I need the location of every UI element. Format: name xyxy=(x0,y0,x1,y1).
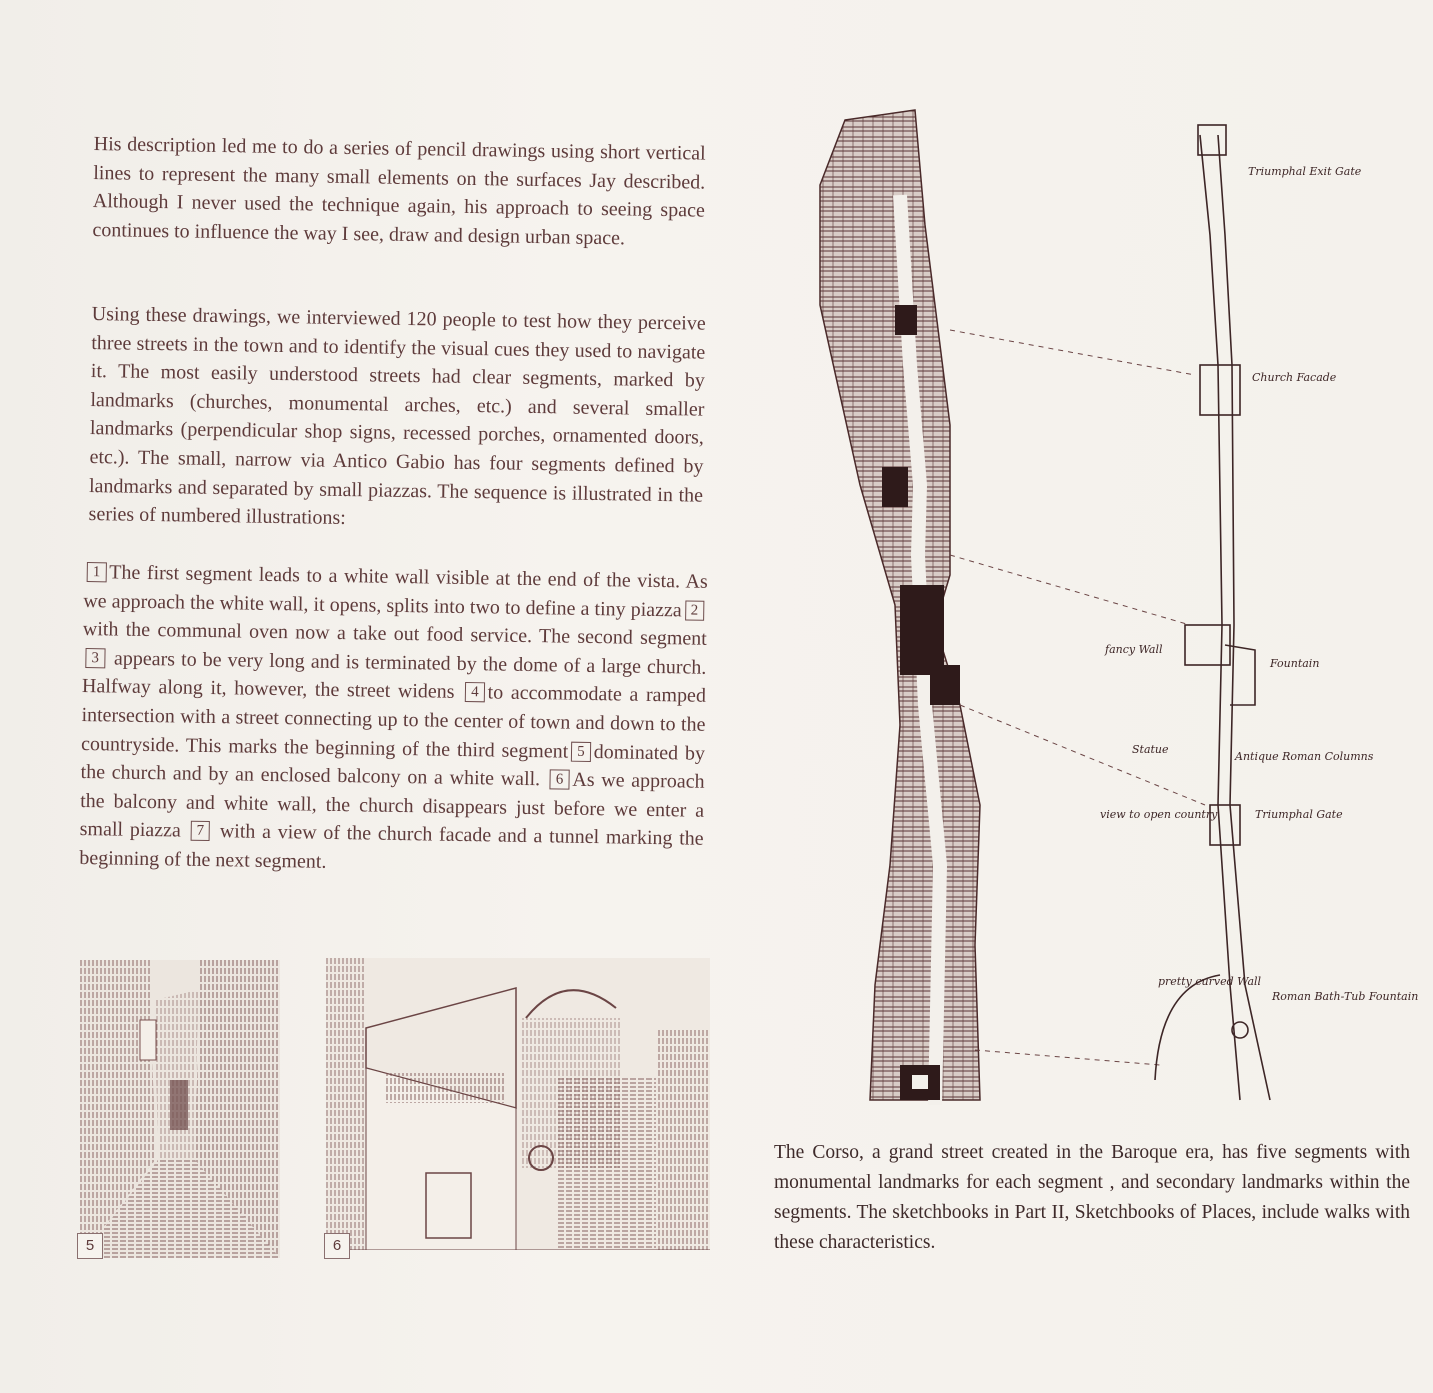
figure-caption: The Corso, a grand street created in the Baroque era, has five segments with monumental landmarks for each segment , and secondary landmarks within the segments. The sketchbooks in Part II, Sketchbooks of Places, include walks with these characteristics. xyxy=(774,1142,1410,1253)
label-curved-wall: pretty curved Wall xyxy=(1158,975,1262,988)
label-fountain: Fountain xyxy=(1270,657,1320,670)
label-antique-roman-columns: Antique Roman Columns xyxy=(1235,750,1374,763)
figure-ref-7: 7 xyxy=(190,821,210,841)
paragraph-3-text-7: with a view of the church facade and a tunnel marking the beginning of the next segment. xyxy=(79,820,704,873)
corso-map-drawing xyxy=(800,105,1420,1115)
figure-ref-2: 2 xyxy=(685,600,705,620)
leader-lines xyxy=(950,330,1205,1065)
sketch-6-piazza-church xyxy=(326,958,710,1250)
label-fancy-wall: fancy Wall xyxy=(1105,643,1163,656)
figure-ref-1: 1 xyxy=(87,562,107,582)
paragraph-1: His description led me to do a series of pencil drawings using short vertical lines to represent the many small elements on the surfaces Jay described. Although I never used the technique again, his approach to seeing space continues to influence the way I see, draw and design urban space. xyxy=(92,132,706,250)
label-triumphal-exit-gate: Triumphal Exit Gate xyxy=(1248,165,1362,178)
sketch-5-street-perspective xyxy=(80,960,280,1258)
paragraph-3-text-1: The first segment leads to a white wall visible at the end of the vista. As we approach the white wall, it opens, splits into two to define a tiny piazza xyxy=(83,561,708,621)
label-church-facade: Church Facade xyxy=(1252,371,1337,384)
label-view-to-open-country: view to open country xyxy=(1100,808,1218,821)
figure-ref-6: 6 xyxy=(550,770,570,790)
label-roman-bath-tub-fountain: Roman Bath-Tub Fountain xyxy=(1272,990,1419,1003)
figure-number-6: 6 xyxy=(324,1233,350,1259)
paragraph-3-text-3: appears to be very long and is terminated by the dome of a large church. Halfway along it, however, the street widens xyxy=(81,647,707,704)
paragraph-3 xyxy=(79,558,708,882)
label-statue: Statue xyxy=(1132,743,1169,756)
label-triumphal-gate: Triumphal Gate xyxy=(1255,808,1343,821)
figure-ref-4: 4 xyxy=(465,682,485,702)
paragraph-3-text-6: As we approach the balcony and white wall, the church disappears just before we enter a small piazza xyxy=(79,768,705,842)
figure-ref-5: 5 xyxy=(571,741,591,761)
paragraph-3-text-4: to accommodate a ramped intersection with a street connecting up to the center of town and down to the countryside. This marks the beginning of the third segment xyxy=(80,681,707,763)
paragraph-2: Using these drawings, we interviewed 120 people to test how they perceive three streets in the town and to identify the visual cues they used to navigate it. The most easily understood streets had clear segments, marked by landmarks (churches, monumental arches, etc.) and several smaller landmarks (perpendicular shop signs, recessed porches, ornamented doors, etc.). The small, narrow via Antico Gabio has four segments defined by landmarks and separated by small piazzas. The sequence is illustrated in the series of numbered illustrations: xyxy=(88,302,706,530)
paragraph-3-text-2: with the communal oven now a take out food service. The second segment xyxy=(82,618,707,650)
paragraph-3-text-5: dominated by the church and by an enclosed balcony on a white wall. xyxy=(80,740,706,791)
street-sketch xyxy=(1155,125,1270,1100)
map-labels xyxy=(1100,165,1418,1003)
figure-ref-3: 3 xyxy=(85,648,105,668)
figure-number-5: 5 xyxy=(77,1233,103,1259)
figure-ground-plan xyxy=(820,110,980,1105)
